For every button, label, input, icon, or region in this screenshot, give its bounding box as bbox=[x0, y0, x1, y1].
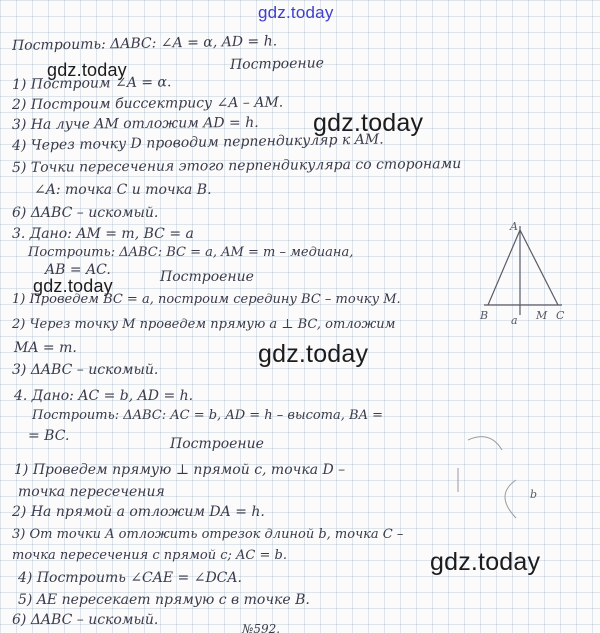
text-line: 2) Через точку M проведем прямую a ⊥ BC, отложим bbox=[12, 317, 396, 332]
label-a: A bbox=[510, 220, 518, 233]
watermark-1: gdz.today bbox=[47, 60, 127, 80]
text-line: точка пересечения с прямой c; AC = b. bbox=[12, 548, 287, 563]
watermark-top: gdz.today bbox=[258, 3, 334, 22]
text-line: Построить: ΔABC: BC = a, AM = m – медиана, bbox=[28, 245, 354, 260]
text-line: 2) На прямой a отложим DA = h. bbox=[12, 504, 265, 520]
arc-b bbox=[505, 480, 516, 518]
text-line: = BC. bbox=[28, 428, 70, 444]
text-line: 1) Проведем BC = a, построим середину BC – точку M. bbox=[12, 292, 401, 307]
text-line: 1) Построим ∠A = α. bbox=[11, 74, 172, 93]
text-line: Построить: ΔABC: ∠A = α, AD = h. bbox=[11, 33, 278, 54]
side-ab bbox=[488, 230, 520, 305]
text-line: Построить: ΔABC: AC = b, AD = h – высота, BA = bbox=[32, 408, 383, 423]
text-line: 2) Построим биссектрису ∠A – AM. bbox=[11, 94, 284, 113]
watermark-3: gdz.today bbox=[33, 276, 113, 296]
text-line: ∠A: точка C и точка B. bbox=[34, 182, 212, 198]
text-heading: Построение bbox=[229, 55, 325, 73]
text-heading: Построение bbox=[160, 269, 254, 285]
text-line: 3) На луче AM отложим AD = h. bbox=[11, 114, 259, 133]
text-line: 4) Построить ∠CAE = ∠DCA. bbox=[18, 570, 242, 586]
text-line: 3. Дано: AM = m, BC = a bbox=[12, 226, 194, 242]
text-line: 6) ΔABC – искомый. bbox=[12, 205, 159, 221]
arc-h bbox=[468, 437, 502, 450]
text-line: 5) AE пересекает прямую c в точке B. bbox=[18, 592, 310, 608]
text-line: 3) От точки A отложить отрезок длиной b, точка C – bbox=[12, 527, 404, 542]
text-heading: Построение bbox=[170, 436, 264, 452]
label-m: M bbox=[536, 309, 548, 322]
label-c: C bbox=[556, 309, 565, 322]
construction-arcs bbox=[450, 400, 560, 540]
text-line: 5) Точки пересечения этого перпендикуляра со сторонами bbox=[11, 156, 462, 176]
label-line-a: a bbox=[511, 314, 518, 327]
text-line: точка пересечения bbox=[18, 484, 165, 500]
triangle-figure bbox=[478, 220, 568, 330]
label-b: B bbox=[480, 309, 489, 322]
side-ac bbox=[520, 230, 558, 305]
text-line: 3) ΔABC – искомый. bbox=[12, 362, 159, 378]
watermark-2: gdz.today bbox=[313, 109, 424, 137]
watermark-4: gdz.today bbox=[258, 340, 369, 368]
text-line: MA = m. bbox=[14, 340, 77, 356]
text-line: AB = AC. bbox=[45, 262, 111, 278]
watermark-5: gdz.today bbox=[430, 548, 541, 576]
text-line: №592. bbox=[242, 622, 281, 633]
text-line: 4. Дано: AC = b, AD = h. bbox=[14, 388, 194, 404]
text-line: 6) ΔABC – искомый. bbox=[12, 612, 159, 628]
text-line: 4) Через точку D проводим перпендикуляр к AM. bbox=[11, 131, 384, 154]
label-arc-b: b bbox=[530, 488, 538, 501]
text-line: 1) Проведем прямую ⊥ прямой c, точка D – bbox=[14, 462, 346, 478]
